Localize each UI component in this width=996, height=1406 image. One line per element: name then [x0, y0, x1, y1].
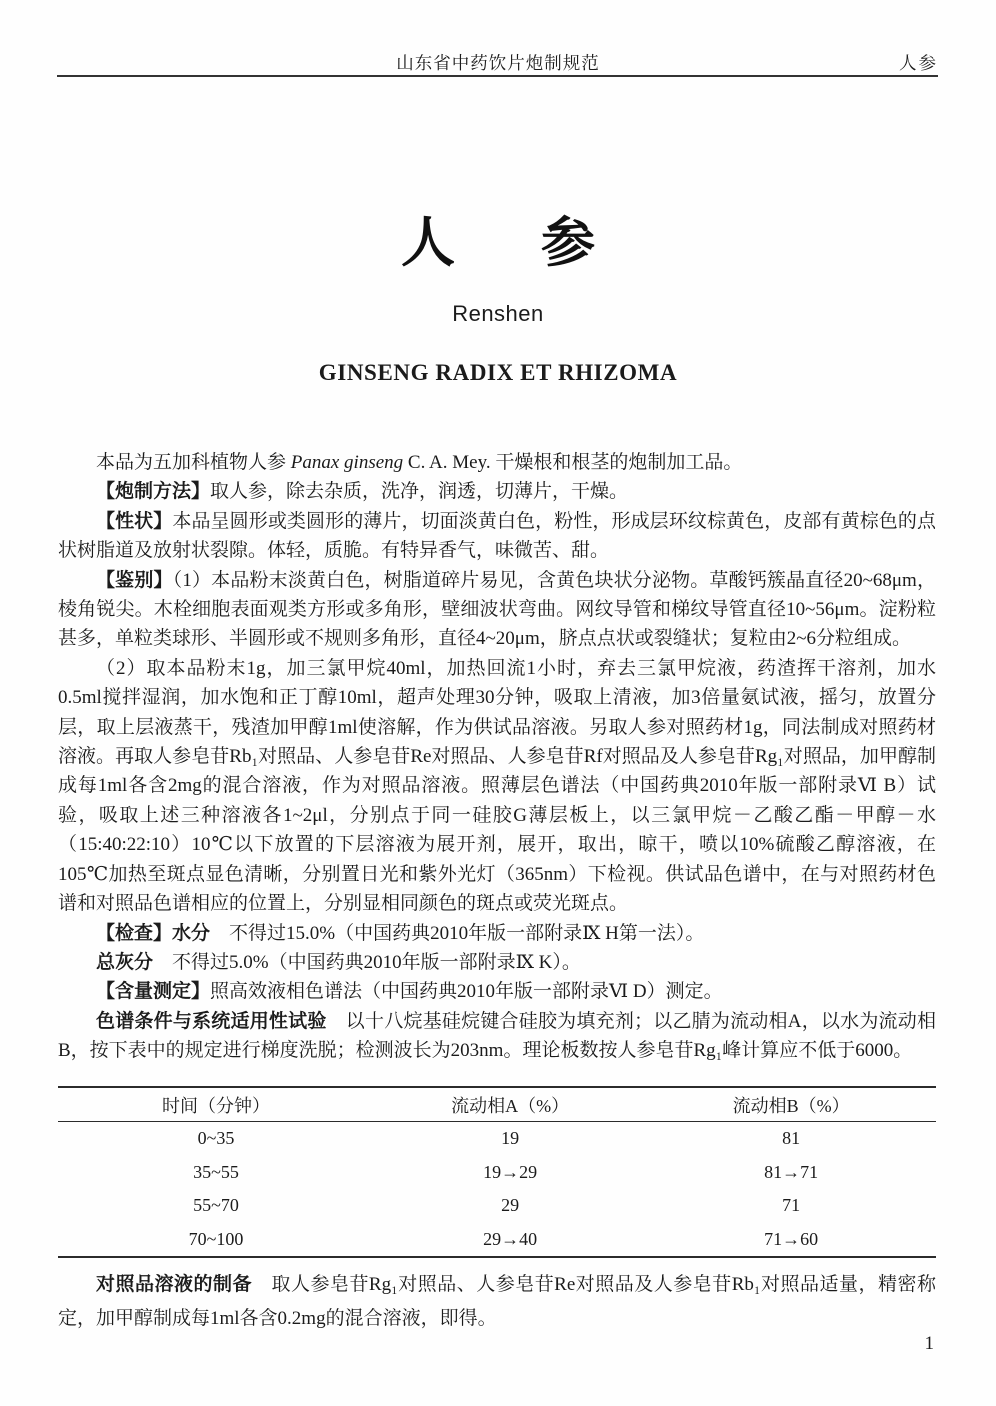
title-block: [0, 213, 996, 386]
paragraph-total-ash: 总灰分 不得过5.0%（中国药典2010年版一部附录Ⅸ K）。: [96, 951, 581, 973]
document-body: [58, 448, 936, 1086]
drug-title-cn: [0, 213, 996, 273]
section-label-total-ash: 总灰分: [96, 951, 154, 973]
table-header-time: 时间（分钟）: [58, 1087, 374, 1122]
gradient-elution-table: [58, 1086, 936, 1258]
drug-title-char-1: 人: [401, 213, 455, 273]
table-cell: 81: [782, 1128, 801, 1149]
table-cell: 29→40: [483, 1228, 538, 1249]
section-label-processing: 【炮制方法】: [96, 481, 211, 503]
section-label-assay: 【含量测定】: [96, 981, 211, 1003]
paragraph-check-moisture: 【检查】水分 不得过15.0%（中国药典2010年版一部附录Ⅸ H第一法）。: [96, 922, 705, 944]
intro-text-pre: 本品为五加科植物人参: [96, 452, 291, 473]
table-row: [58, 1122, 936, 1156]
drug-title-latin: GINSENG RADIX ET RHIZOMA: [318, 360, 678, 385]
species-name-italic: Panax ginseng: [290, 452, 404, 473]
page-header: [58, 50, 938, 72]
drug-title-pinyin: Renshen: [452, 301, 544, 326]
closing-section: [58, 1268, 936, 1336]
section-label-identification: 【鉴别】: [96, 569, 173, 591]
table-cell: 55~70: [193, 1195, 239, 1216]
drug-title-char-2: 参: [541, 213, 595, 273]
table-cell: 71→60: [764, 1228, 819, 1249]
table-cell: 71: [782, 1195, 801, 1216]
section-label-description: 【性状】: [96, 510, 173, 532]
header-book-title: 山东省中药饮片炮制规范: [396, 53, 600, 73]
section-label-check-moisture: 【检查】水分: [96, 922, 211, 944]
page-number: 1: [924, 1333, 934, 1354]
table-header-mobile-phase-a: 流动相A（%）: [374, 1087, 646, 1122]
paragraph-intro: [58, 448, 936, 477]
paragraph-identification-2: （2）取本品粉末1g，加三氯甲烷40ml，加热回流1小时，弃去三氯甲烷液，药渣挥干溶剂，加水0.5ml搅拌湿润，加水饱和正丁醇10ml，超声处理30分钟，吸取上清液，加3倍量氨试液，摇匀，放置分层，取上层液蒸干，残渣加甲醇1ml使溶解，作为供试品溶液。另取人参对照药材1g，同法制成对照药材溶液。再取人参皂苷Rb₁对照品、人参皂苷Re对照品、人参皂苷Rf对照品及人参皂苷Rg₁对照品，加甲醇制成每1ml各含2mg的混合溶液，作为对照品溶液。照薄层色谱法（中国药典2010年版一部附录Ⅵ B）试验，吸取上述三种溶液各1~2μl，分别点于同一硅胶G薄层板上，以三氯甲烷－乙酸乙酯－甲醇－水（15:40:22:10）10℃以下放置的下层溶液为展开剂，展开，取出，晾干，喷以10%硫酸乙醇溶液，在105℃加热至斑点显色清晰，分别置日光和紫外光灯（365nm）下检视。供试品色谱中，在与对照药材色谱和对照品色谱相应的位置上，分别显相同颜色的斑点或荧光斑点。: [58, 657, 936, 915]
table-cell: 19: [501, 1128, 520, 1149]
header-rule: [57, 75, 938, 77]
table-cell: 70~100: [188, 1228, 244, 1249]
table-row: [58, 1189, 936, 1223]
paragraph-identification-1: 【鉴别】（1）本品粉末淡黄白色，树脂道碎片易见，含黄色块状分泌物。草酸钙簇晶直径20~68μm，棱角锐尖。木栓细胞表面观类方形或多角形，壁细波状弯曲。网纹导管和梯纹导管直径10~56μm。淀粉粒甚多，单粒类球形、半圆形或不规则多角形，直径4~20μm，脐点点状或裂缝状；复粒由2~6分粒组成。: [58, 569, 936, 650]
intro-text-post: C. A. Mey. 干燥根和根茎的炮制加工品。: [403, 452, 743, 473]
paragraph-description: 【性状】本品呈圆形或类圆形的薄片，切面淡黄白色，粉性，形成层环纹棕黄色，皮部有黄棕色的点状树脂道及放射状裂隙。体轻，质脆。有特异香气，味微苦、甜。: [58, 510, 936, 562]
table-cell: 19→29: [483, 1161, 538, 1182]
paragraph-chromatographic-conditions: 色谱条件与系统适用性试验 以十八烷基硅烷键合硅胶为填充剂；以乙腈为流动相A，以水为流动相B，按下表中的规定进行梯度洗脱；检测波长为203nm。理论板数按人参皂苷Rg₁峰计算应不低于6000。: [58, 1010, 936, 1062]
paragraph-reference-solution: 对照品溶液的制备 取人参皂苷Rg₁对照品、人参皂苷Re对照品及人参皂苷Rb₁对照品适量，精密称定，加甲醇制成每1ml各含0.2mg的混合溶液，即得。: [58, 1274, 936, 1329]
table-cell: 29: [501, 1195, 520, 1216]
header-chapter-label: 人参: [899, 53, 938, 73]
table-row: [58, 1223, 936, 1258]
section-label-reference-solution: 对照品溶液的制备: [96, 1274, 252, 1295]
table-row: [58, 1156, 936, 1190]
table-header-row: [58, 1087, 936, 1122]
table-cell: 0~35: [197, 1128, 235, 1149]
section-label-chromatographic-conditions: 色谱条件与系统适用性试验: [96, 1010, 327, 1032]
paragraph-processing-method: 【炮制方法】取人参，除去杂质，洗净，润透，切薄片，干燥。: [96, 481, 629, 503]
table-cell: 81→71: [764, 1161, 819, 1182]
table-header-mobile-phase-b: 流动相B（%）: [646, 1087, 936, 1122]
paragraph-assay: 【含量测定】照高效液相色谱法（中国药典2010年版一部附录Ⅵ D）测定。: [96, 981, 723, 1003]
table-cell: 35~55: [193, 1161, 239, 1182]
